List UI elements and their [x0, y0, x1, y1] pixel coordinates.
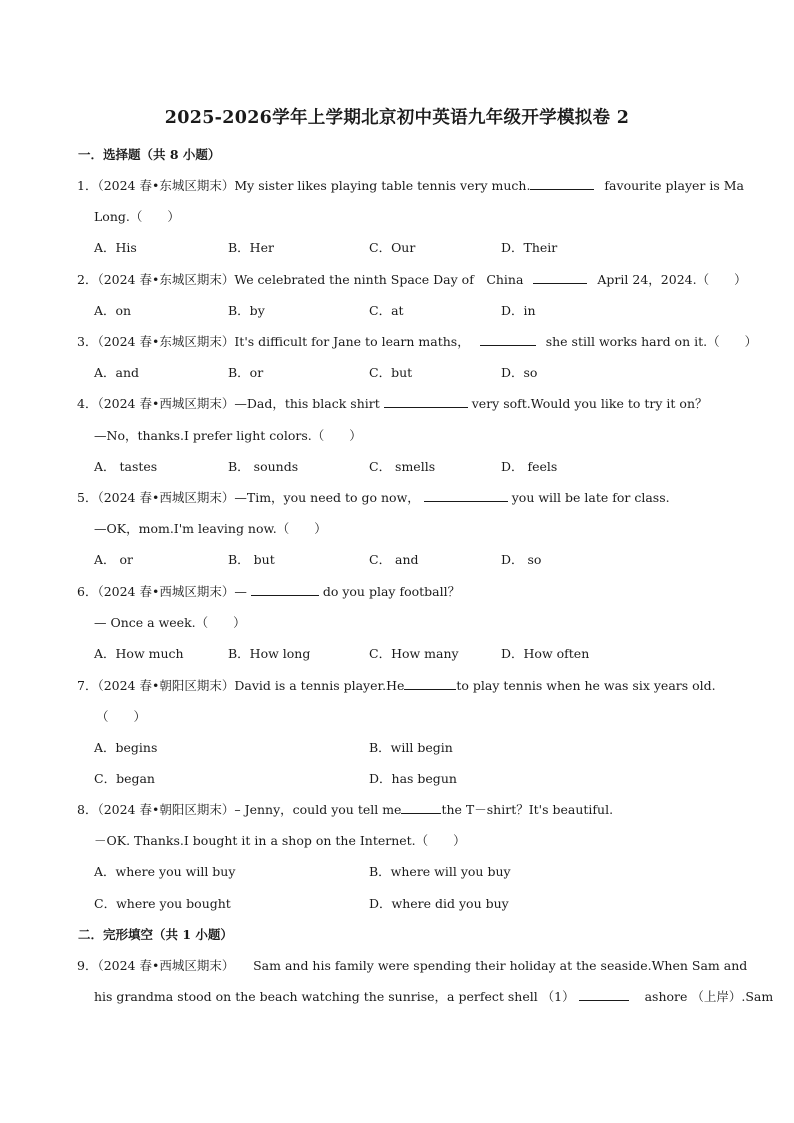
- question-6-option-c[interactable]: C．How many: [369, 646, 459, 661]
- question-5-option-d[interactable]: D． so: [501, 552, 542, 567]
- question-8-continuation: －OK. Thanks.I bought it in a shop on the Internet.（ ）: [94, 833, 466, 848]
- question-8-option-d[interactable]: D．where did you buy: [369, 896, 509, 911]
- question-5: [77, 488, 670, 506]
- section-heading-cloze: 二．完形填空（共 1 小题）: [78, 927, 233, 942]
- answer-blank[interactable]: [480, 333, 536, 346]
- question-9-passage: his grandma stood on the beach watching the sunrise，a perfect shell （1）: [94, 989, 575, 1004]
- answer-blank[interactable]: [579, 988, 629, 1001]
- answer-blank[interactable]: [530, 177, 594, 190]
- question-3-option-a[interactable]: A．and: [94, 365, 140, 380]
- answer-blank[interactable]: [404, 677, 456, 690]
- question-7-continuation: （ ）: [96, 709, 147, 724]
- question-1-continuation: Long.（ ）: [94, 209, 180, 224]
- question-5-continuation: —OK，mom.I'm leaving now.（ ）: [94, 521, 327, 536]
- question-4-option-c[interactable]: C． smells: [369, 459, 436, 474]
- question-6-option-d[interactable]: D．How often: [501, 646, 590, 661]
- question-4-stem-end: very soft.Would you like to try it on？: [471, 396, 708, 411]
- question-4-option-a[interactable]: A． tastes: [94, 459, 158, 474]
- page-title: 2025-2026学年上学期北京初中英语九年级开学模拟卷 2: [164, 108, 630, 128]
- question-7-stem: 7．（2024 春•朝阳区期末）David is a tennis player.He: [77, 678, 405, 693]
- question-7-option-c[interactable]: C．began: [94, 771, 155, 786]
- question-7-option-a[interactable]: A．begins: [94, 740, 158, 755]
- question-8-option-c[interactable]: C．where you bought: [94, 896, 231, 911]
- question-4-continuation: —No，thanks.I prefer light colors.（ ）: [94, 428, 362, 443]
- question-8: [77, 800, 613, 818]
- question-3-stem: 3．（2024 春•东城区期末）It's difficult for Jane to learn maths，: [77, 334, 470, 349]
- question-7-option-d[interactable]: D．has begun: [369, 771, 457, 786]
- question-3-option-c[interactable]: C．but: [369, 365, 413, 380]
- section-heading-choice: 一．选择题（共 8 小题）: [78, 147, 221, 162]
- question-2: [77, 270, 747, 288]
- question-8-stem-end: the T－shirt？It's beautiful.: [441, 802, 614, 817]
- question-3-option-d[interactable]: D．so: [501, 365, 538, 380]
- question-5-option-b[interactable]: B． but: [228, 552, 275, 567]
- question-7-option-b[interactable]: B．will begin: [369, 740, 453, 755]
- question-2-option-a[interactable]: A．on: [94, 303, 132, 318]
- answer-blank[interactable]: [533, 271, 587, 284]
- question-4-option-b[interactable]: B． sounds: [228, 459, 299, 474]
- question-2-option-c[interactable]: C．at: [369, 303, 404, 318]
- question-3-stem-end: she still works hard on it.（ ）: [545, 334, 758, 349]
- question-8-stem: 8．（2024 春•朝阳区期末）– Jenny，could you tell me: [77, 802, 402, 817]
- question-2-stem: 2．（2024 春•东城区期末）We celebrated the ninth Space Day of China: [77, 272, 524, 287]
- question-2-option-b[interactable]: B．by: [228, 303, 265, 318]
- question-6-option-a[interactable]: A．How much: [94, 646, 184, 661]
- question-1-stem-end: favourite player is Ma: [604, 178, 745, 193]
- question-5-option-a[interactable]: A． or: [94, 552, 134, 567]
- question-1-stem: 1．（2024 春•东城区期末）My sister likes playing table tennis very much.: [77, 178, 531, 193]
- question-6: [77, 582, 460, 600]
- question-3: [77, 332, 757, 350]
- question-5-option-c[interactable]: C． and: [369, 552, 419, 567]
- answer-blank[interactable]: [401, 801, 441, 814]
- question-4-stem: 4．（2024 春•西城区期末）—Dad，this black shirt: [77, 396, 380, 411]
- question-8-option-a[interactable]: A．where you will buy: [94, 864, 236, 879]
- question-2-option-d[interactable]: D．in: [501, 303, 536, 318]
- question-9-passage-end: ashore （上岸）.Sam: [644, 989, 774, 1004]
- question-1-option-c[interactable]: C．Our: [369, 240, 416, 255]
- question-1-option-b[interactable]: B．Her: [228, 240, 274, 255]
- question-4-option-d[interactable]: D． feels: [501, 459, 558, 474]
- question-1-option-d[interactable]: D．Their: [501, 240, 558, 255]
- question-1-option-a[interactable]: A．His: [94, 240, 137, 255]
- question-8-option-b[interactable]: B．where will you buy: [369, 864, 511, 879]
- question-4: [77, 394, 708, 412]
- question-9: 9．（2024 春•西城区期末） Sam and his family were spending their holiday at the seaside.When Sam and: [77, 958, 748, 973]
- answer-blank[interactable]: [251, 583, 319, 596]
- question-5-stem-end: you will be late for class.: [511, 490, 670, 505]
- question-5-stem: 5．（2024 春•西城区期末）—Tim，you need to go now，: [77, 490, 420, 505]
- question-9-continuation: [94, 987, 773, 1005]
- question-7-stem-end: to play tennis when he was six years old.: [456, 678, 716, 693]
- question-6-stem: 6．（2024 春•西城区期末）—: [77, 584, 247, 599]
- question-2-stem-end: April 24，2024.（ ）: [597, 272, 747, 287]
- answer-blank[interactable]: [384, 395, 468, 408]
- answer-blank[interactable]: [424, 489, 508, 502]
- question-6-stem-end: do you play football？: [322, 584, 461, 599]
- question-6-option-b[interactable]: B．How long: [228, 646, 311, 661]
- question-7: [77, 676, 716, 694]
- question-6-continuation: — Once a week.（ ）: [94, 615, 246, 630]
- question-3-option-b[interactable]: B．or: [228, 365, 264, 380]
- question-1: [77, 176, 744, 194]
